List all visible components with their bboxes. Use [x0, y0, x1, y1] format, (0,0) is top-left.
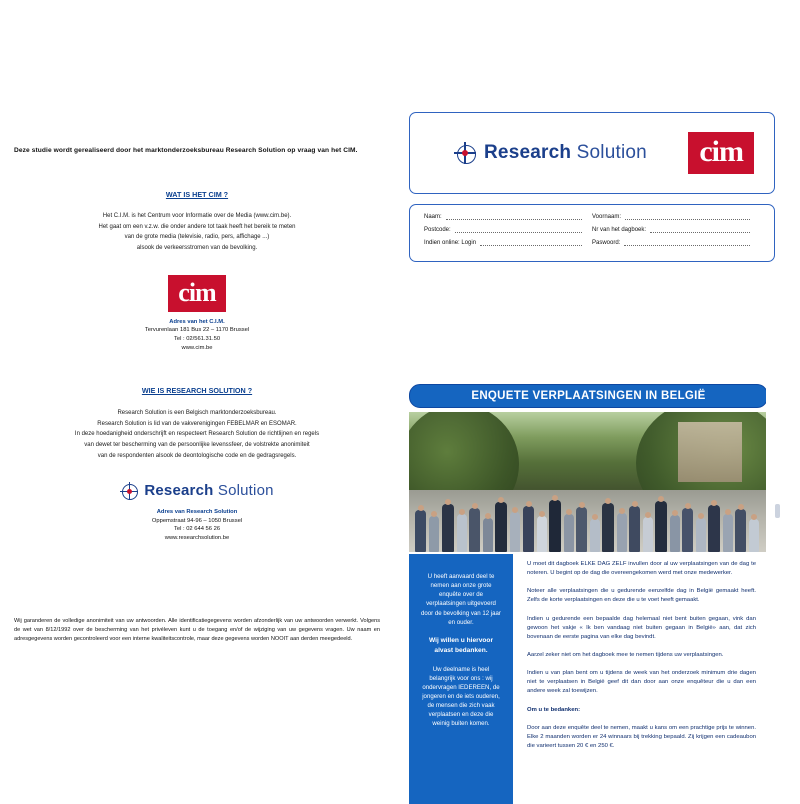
respondent-form	[409, 204, 775, 262]
rs-address-heading: Adres van Research Solution	[156, 509, 238, 516]
field-label-postcode: Postcode:	[424, 227, 451, 233]
target-crosshair-icon	[120, 482, 138, 500]
field-login[interactable]	[424, 238, 592, 246]
rs-line: van de respondenten alsook de deontologische code en de gedragsregels.	[97, 452, 297, 459]
field-input-login[interactable]	[480, 238, 582, 246]
rs-website-link[interactable]: www.researchsolution.be	[164, 535, 230, 542]
rs-logo-bold: Research	[144, 482, 214, 500]
instruction-paragraph: Noteer alle verplaatsingen die u gedurende eenzelfde dag in België gemaakt heeft. Zelfs de korte verplaatsingen en deze die u te voet heeft gemaakt.	[527, 588, 756, 604]
left-panel	[14, 146, 380, 676]
field-input-naam[interactable]	[446, 212, 582, 220]
header-cim-logo: cim	[688, 132, 754, 174]
section-cim-body	[14, 212, 380, 253]
thanks-paragraph: Uw deelname is heel belangrijk voor ons : wij ondervragen IEDEREEN, de jongeren en de iets ouderen, de mensen die zich vaak verplaatsen en deze die weinig buiten komen.	[422, 665, 500, 728]
form-row	[424, 225, 760, 233]
thanks-bold: Wij willen u hiervoor alvast bedanken.	[428, 636, 494, 654]
survey-title-banner: ENQUETE VERPLAATSINGEN IN BELGIË	[409, 384, 768, 408]
privacy-footnote: Wij garanderen de volledige anonimiteit van uw antwoorden. Alle identificatiegegevens worden afzonderlijk van uw antwoorden verwerkt. Volgens de wet van 8/12/1992 over de bescherming van het privéleven kunt u de toegang en/of de wijziging van uw gegevens vragen. Uw naam en adresgegevens worden gecontroleerd voor een interne kwaliteitscontrole, maar deze gegevens worden NOOIT aan derden meegedeeld.	[14, 618, 380, 642]
instruction-paragraph: Aarzel zeker niet om het dagboek mee te nemen tijdens uw verplaatsingen.	[527, 651, 724, 658]
reward-heading: Om u te bedanken:	[527, 706, 581, 713]
field-label-paswoord: Paswoord:	[592, 240, 621, 246]
research-solution-logo	[14, 480, 380, 502]
instructions-section	[409, 554, 766, 804]
rs-line: In deze hoedanigheid onderschrijft en respecteert Research Solution de richtlijnen en regels	[74, 431, 320, 438]
field-voornaam[interactable]	[592, 212, 760, 220]
section-who-is-research-solution	[14, 386, 380, 460]
section-title-research-solution: WIE IS RESEARCH SOLUTION ?	[141, 386, 253, 396]
cim-address-line: Tervurenlaan 181 Bus 22 – 1170 Brussel	[144, 327, 250, 334]
field-label-login: Indien online: Login	[424, 240, 477, 246]
field-input-voornaam[interactable]	[625, 212, 750, 220]
rs-line: van dewet ter bescherming van de persoonlijke levenssfeer, de volstrekte anonimiteit	[84, 441, 310, 448]
rs-address	[14, 508, 380, 543]
form-row	[424, 212, 760, 220]
field-input-postcode[interactable]	[455, 225, 582, 233]
page-edge	[766, 384, 780, 804]
cim-address	[14, 318, 380, 353]
cim-line: alsook de verkeersstromen van de bevolking.	[136, 245, 258, 252]
crowd-photo	[409, 412, 766, 552]
header-research-solution-logo	[454, 142, 647, 164]
thanks-column	[409, 554, 513, 804]
cim-line: van de grote media (televisie, radio, pers, affichage ...)	[124, 234, 270, 241]
header-rs-light: Solution	[576, 142, 647, 163]
field-dagboeknummer[interactable]	[592, 225, 760, 233]
instruction-paragraph: Indien u gedurende een bepaalde dag helemaal niet bent buiten gegaan, vink dan gewoon het vakje « Ik ben vandaag niet buiten gegaan in België» aan, dat zich bovenaan de eerste pagina van elke dag bevindt.	[527, 615, 756, 640]
cim-logo	[14, 275, 380, 312]
instruction-paragraph: Indien u van plan bent om u tijdens de week van het onderzoek minimum drie dagen niet te verplaatsen in België geef dit dan door aan onze enquêteur die u dan een andere week zal toewijzen.	[527, 670, 756, 695]
instructions-column	[513, 554, 766, 804]
rs-logo-wordmark	[144, 480, 273, 502]
rs-line: Research Solution is lid van de vakverenigingen FEBELMAR en ESOMAR.	[97, 420, 297, 427]
cim-line: Het C.I.M. is het Centrum voor Informatie over de Media (www.cim.be).	[102, 212, 292, 219]
header-rs-wordmark	[484, 142, 647, 164]
target-crosshair-icon	[454, 142, 476, 164]
rs-address-line: Tel : 02 644 56 26	[173, 526, 221, 533]
rs-line: Research Solution is een Belgisch marktonderzoeksbureau.	[117, 409, 277, 416]
form-row	[424, 238, 760, 246]
crowd-figures	[409, 456, 766, 552]
field-paswoord[interactable]	[592, 238, 760, 246]
field-postcode[interactable]	[424, 225, 592, 233]
field-label-naam: Naam:	[424, 214, 442, 220]
rs-address-line: Oppemstraat 94-96 – 1050 Brussel	[151, 517, 243, 524]
cover-header-box	[409, 112, 775, 194]
cim-line: Het gaat om een v.z.w. die onder andere tot taak heeft het bereik te meten	[98, 223, 296, 230]
section-title-cim: WAT IS HET CIM ?	[165, 189, 229, 199]
rs-logo-light: Solution	[217, 482, 274, 500]
instruction-paragraph: U moet dit dagboek ELKE DAG ZELF invullen door al uw verplaatsingen van de dag te noteren. U begint op de dag die overeengekomen werd met onze medewerker.	[527, 561, 756, 577]
cim-address-line: Tel : 02/561.31.50	[173, 336, 221, 343]
lead-paragraph: Deze studie wordt gerealiseerd door het marktonderzoeksbureau Research Solution op vraag van het CIM.	[14, 147, 358, 154]
field-label-dagboeknummer: Nr van het dagboek:	[592, 227, 647, 233]
section-rs-body	[14, 409, 380, 460]
cim-website-link[interactable]: www.cim.be	[181, 344, 213, 351]
page-tab-marker	[775, 504, 780, 518]
field-input-dagboeknummer[interactable]	[650, 225, 750, 233]
reward-paragraph: Door aan deze enquête deel te nemen, maakt u kans om een prachtige prijs te winnen. Elke 2 maanden worden er 24 winnaars bij trekking bepaald. Zij krijgen een cadeaubon die varieert tussen 20 € en 250 €.	[527, 724, 756, 749]
field-input-paswoord[interactable]	[624, 238, 750, 246]
right-panel	[404, 112, 786, 749]
header-rs-bold: Research	[484, 142, 572, 163]
field-naam[interactable]	[424, 212, 592, 220]
cim-logo-text: cim	[168, 275, 225, 312]
thanks-paragraph: U heeft aanvaard deel te nemen aan onze grote enquête over de verplaatsingen uitgevoerd door de bevolking van 12 jaar en ouder.	[421, 573, 501, 626]
field-label-voornaam: Voornaam:	[592, 214, 622, 220]
section-what-is-cim	[14, 190, 380, 253]
cim-address-heading: Adres van het C.I.M.	[169, 318, 225, 325]
